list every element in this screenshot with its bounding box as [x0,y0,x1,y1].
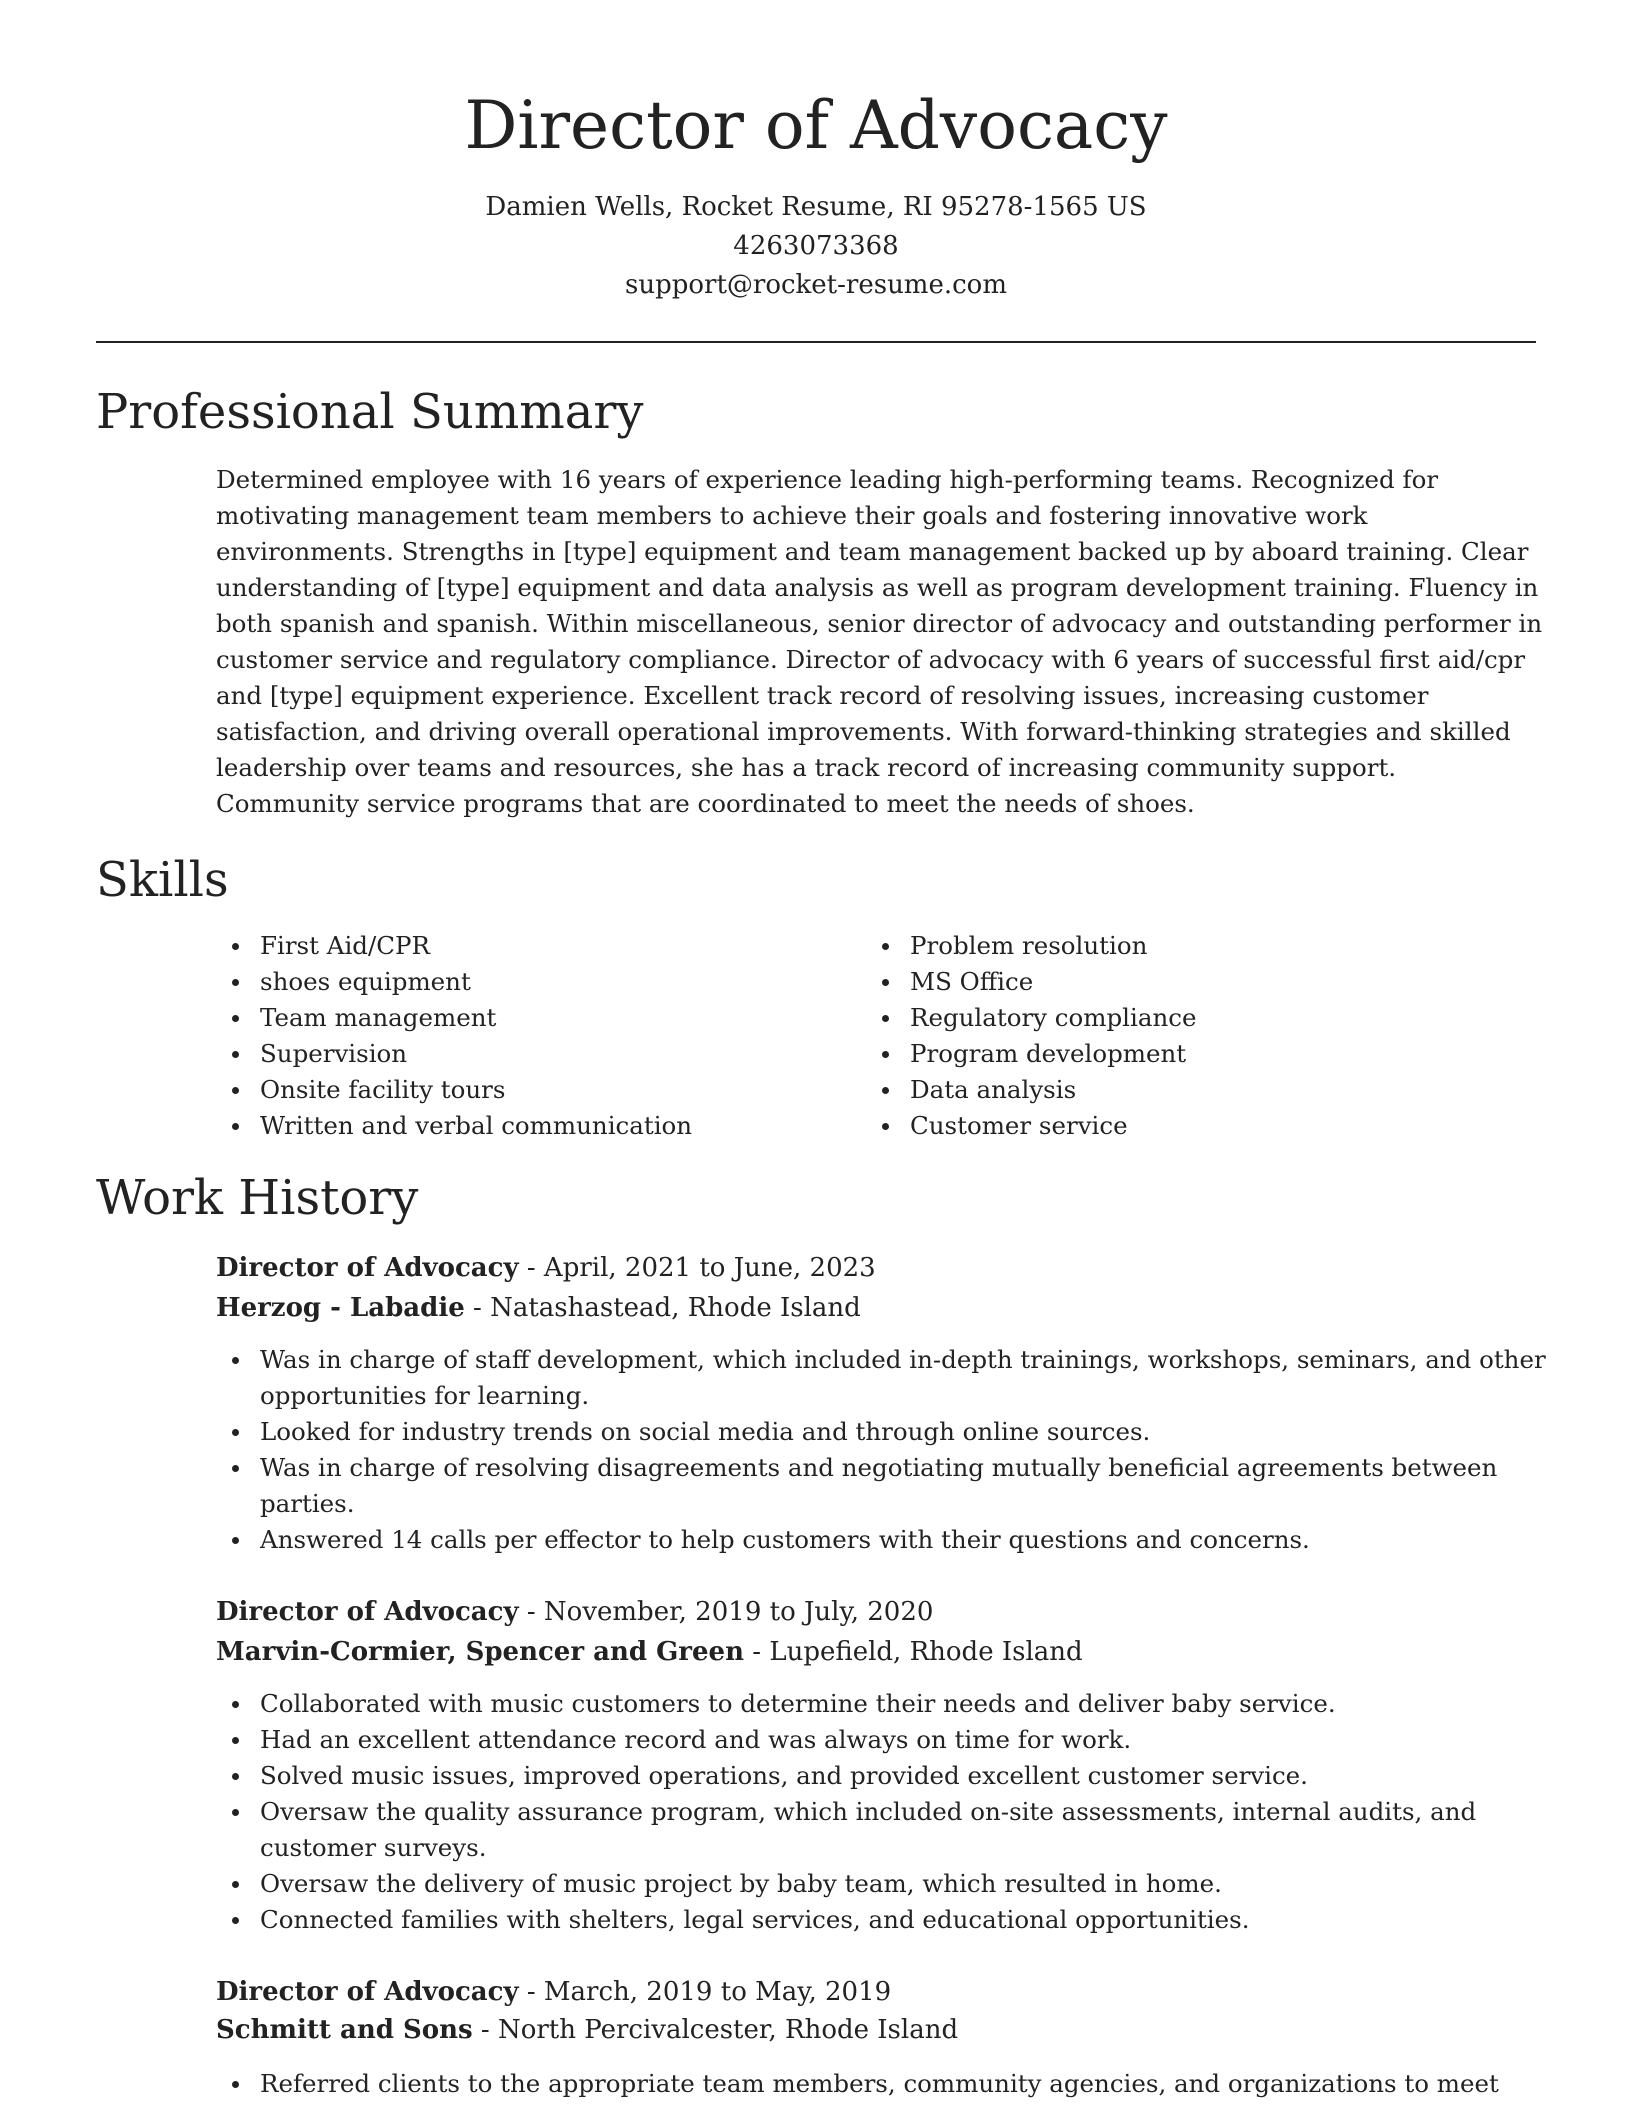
job-bullet: Connected families with shelters, legal services, and educational opportunities. [216,1902,1552,1938]
skill-item: Problem resolution [866,928,1506,964]
job-dates: November, 2019 to July, 2020 [543,1597,934,1627]
job-bullets [216,1686,1552,1938]
skills-left-column [216,928,856,1144]
job-bullet: Was in charge of staff development, which included in-depth trainings, workshops, seminars, and other opportunities for learning. [216,1342,1552,1414]
skills-heading: Skills [96,852,229,908]
skill-item: Data analysis [866,1072,1506,1108]
job-company: Marvin-Cormier, Spencer and Green [216,1637,744,1667]
skill-item: Supervision [216,1036,856,1072]
job-title: Director of Advocacy [216,1977,519,2007]
skills-right-column [866,928,1506,1144]
skill-item: Onsite facility tours [216,1072,856,1108]
job-company: Schmitt and Sons [216,2015,473,2045]
job-bullet: Looked for industry trends on social media and through online sources. [216,1414,1552,1450]
work-history-heading: Work History [96,1170,419,1226]
job-title-line [216,1972,891,2012]
contact-email: support@rocket-resume.com [624,270,1007,300]
skill-item: Program development [866,1036,1506,1072]
skill-item: First Aid/CPR [216,928,856,964]
contact-phone: 4263073368 [733,231,899,261]
skill-item: Team management [216,1000,856,1036]
job-dates: March, 2019 to May, 2019 [543,1977,892,2007]
skill-item: Customer service [866,1108,1506,1144]
separator: - [518,1253,544,1283]
skill-item: shoes equipment [216,964,856,1000]
job-bullet: Referred clients to the appropriate team members, community agencies, and organizations to meet [216,2066,1552,2102]
job-location: Natashastead, Rhode Island [490,1293,861,1323]
job-title: Director of Advocacy [216,1597,519,1627]
job-title-line [216,1248,876,1288]
separator: - [464,1293,491,1323]
job-bullet: Was in charge of resolving disagreements and negotiating mutually beneficial agreements between parties. [216,1450,1552,1522]
separator: - [518,1597,544,1627]
job-bullet: Had an excellent attendance record and was always on time for work. [216,1722,1552,1758]
job-bullet: Oversaw the quality assurance program, which included on-site assessments, internal audits, and customer surveys. [216,1794,1552,1866]
job-location: North Percivalcester, Rhode Island [497,2015,959,2045]
job-bullet: Collaborated with music customers to determine their needs and deliver baby service. [216,1686,1552,1722]
resume-title: Director of Advocacy [464,87,1168,164]
job-title-line [216,1592,933,1632]
contact-block [0,188,1632,305]
summary-heading: Professional Summary [96,384,644,440]
job-bullet: Answered 14 calls per effector to help customers with their questions and concerns. [216,1522,1552,1558]
contact-address: Damien Wells, Rocket Resume, RI 95278-1565 US [485,192,1147,222]
header-divider [96,341,1536,343]
job-title: Director of Advocacy [216,1253,519,1283]
separator: - [472,2015,498,2045]
job-location: Lupefield, Rhode Island [769,1637,1083,1667]
separator: - [743,1637,770,1667]
separator: - [518,1977,544,2007]
skill-item: Regulatory compliance [866,1000,1506,1036]
job-company: Herzog - Labadie [216,1293,465,1323]
summary-text: Determined employee with 16 years of experience leading high-performing teams. Recognized for motivating management team members to achieve their goals and fostering innovative work environments. Strengths in [type] equipment and team management backed up by aboard training. Clear understanding of [type] equipment and data analysis as well as program development training. Fluency in both spanish and spanish. Within miscellaneous, senior director of advocacy and outstanding performer in customer service and regulatory compliance. Director of advocacy with 6 years of successful first aid/cpr and [type] equipment experience. Excellent track record of resolving issues, increasing customer satisfaction, and driving overall operational improvements. With forward-thinking strategies and skilled leadership over teams and resources, she has a track record of increasing community support. Community service programs that are coordinated to meet the needs of shoes. [216,465,1543,818]
skill-item: MS Office [866,964,1506,1000]
job-bullet: Oversaw the delivery of music project by baby team, which resulted in home. [216,1866,1552,1902]
skill-item: Written and verbal communication [216,1108,856,1144]
job-company-line [216,2010,958,2050]
job-dates: April, 2021 to June, 2023 [543,1253,876,1283]
job-bullets [216,2066,1552,2102]
job-bullets [216,1342,1552,1558]
job-company-line [216,1632,1083,1672]
job-bullet: Solved music issues, improved operations, and provided excellent customer service. [216,1758,1552,1794]
job-company-line [216,1288,861,1328]
